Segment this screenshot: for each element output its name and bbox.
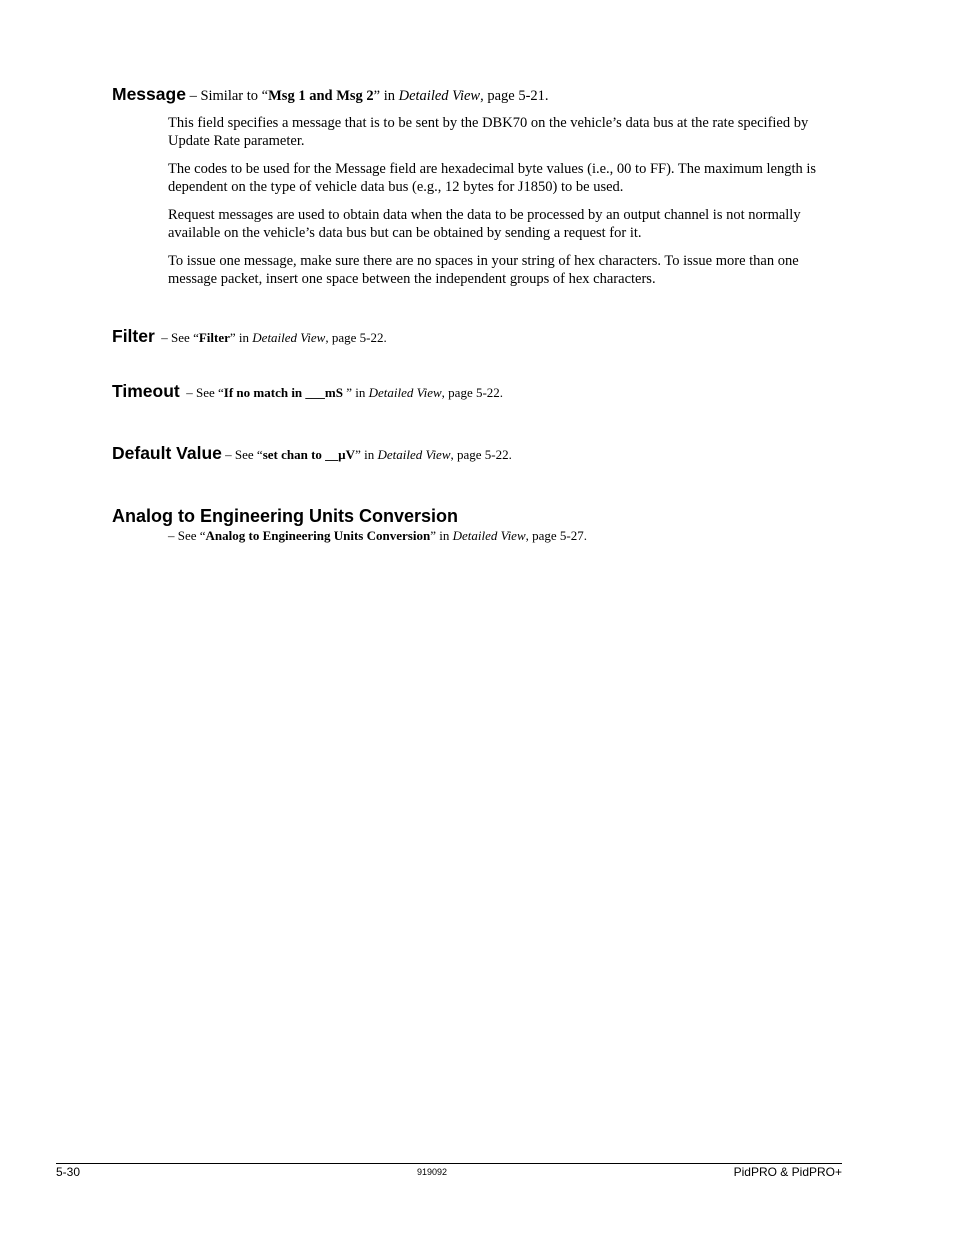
section-filter [112, 326, 852, 347]
lead-bold: Analog to Engineering Units Conversion [205, 528, 431, 543]
lead-text: ” in [229, 330, 253, 345]
footer-product: PidPRO & PidPRO+ [733, 1165, 842, 1179]
lead-text: – See “ [168, 528, 206, 543]
section-timeout [112, 381, 852, 402]
lead-text: , page 5-27. [525, 528, 587, 543]
lead-text: ” in [430, 528, 453, 543]
section-analog-conversion [112, 506, 852, 544]
heading-timeout: Timeout [112, 381, 180, 401]
lead-text: ” in [373, 88, 399, 104]
lead-text: , page 5-21. [480, 88, 549, 104]
lead-text: ” in [346, 385, 369, 400]
lead-bold: If no match in ___mS [223, 385, 347, 400]
lead-bold: set chan to __µV [262, 447, 356, 462]
lead-text: – See “ [154, 330, 199, 345]
heading-message: Message [112, 84, 186, 104]
message-paragraph-2: The codes to be used for the Message field are hexadecimal byte values (i.e., 00 to FF). The maximum length is dependent on the type of vehicle data bus (e.g., 12 bytes for J1850) to be used. [168, 161, 817, 195]
lead-italic: Detailed View [252, 330, 326, 345]
heading-filter: Filter [112, 326, 155, 346]
section-default-value [112, 443, 852, 464]
message-paragraph-1: This field specifies a message that is to be sent by the DBK70 on the vehicle’s data bus at the rate specified by Update Rate parameter. [168, 115, 809, 149]
lead-italic: Detailed View [452, 528, 526, 543]
analog-reference [168, 528, 852, 544]
lead-text: – Similar to “ [185, 88, 269, 104]
section-message-heading [112, 84, 852, 105]
lead-italic: Detailed View [368, 385, 442, 400]
lead-text: , page 5-22. [441, 385, 504, 400]
footer-doc-number: 919092 [417, 1167, 448, 1177]
lead-text: – See “ [221, 447, 263, 462]
heading-analog-conversion: Analog to Engineering Units Conversion [112, 506, 459, 526]
footer-page-number: 5-30 [56, 1165, 81, 1179]
lead-italic: Detailed View [398, 88, 481, 104]
lead-bold: Msg 1 and Msg 2 [268, 88, 374, 104]
lead-bold: Filter [198, 330, 230, 345]
message-paragraph-3: Request messages are used to obtain data when the data to be processed by an output channel is not normally available on the vehicle’s data bus but can be obtained by sending a request for it. [168, 207, 801, 241]
lead-text: , page 5-22. [450, 447, 512, 462]
lead-italic: Detailed View [377, 447, 451, 462]
lead-text: – See “ [179, 385, 224, 400]
lead-text: , page 5-22. [325, 330, 387, 345]
footer-rule [56, 1163, 842, 1164]
section-message [112, 84, 852, 298]
message-paragraph-4: To issue one message, make sure there are no spaces in your string of hex characters. To issue more than one message packet, insert one space between the independent groups of hex characters. [168, 253, 799, 287]
lead-text: ” in [355, 447, 378, 462]
heading-default-value: Default Value [112, 443, 222, 463]
